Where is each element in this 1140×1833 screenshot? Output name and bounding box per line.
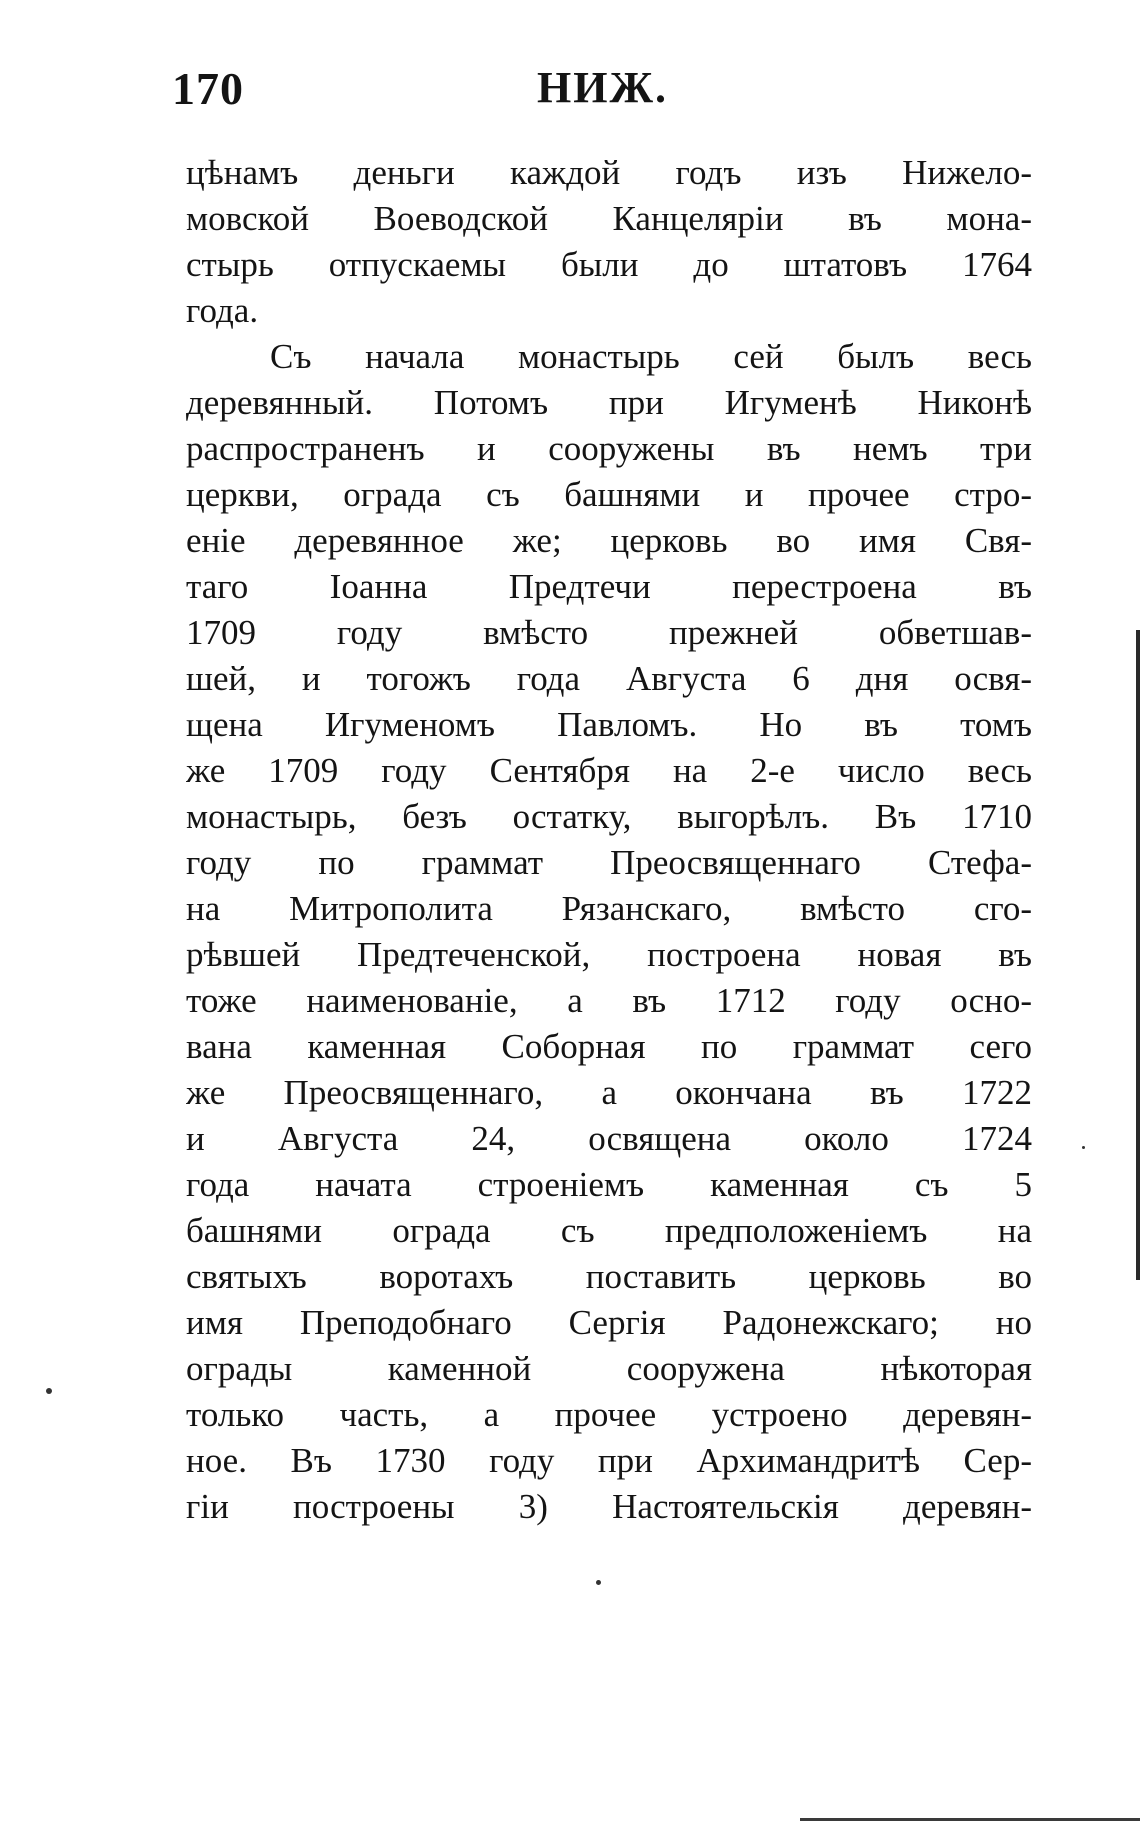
page-bottom-edge [800, 1818, 1140, 1821]
text-line: тоже наименованіе, а въ 1712 году осно- [186, 981, 1032, 1020]
text-line: и Августа 24, освящена около 1724 [186, 1119, 1032, 1158]
text-line: ное. Въ 1730 году при Архимандритѣ Сер- [186, 1441, 1032, 1480]
text-line: шей, и тогожъ года Августа 6 дня освя- [186, 659, 1032, 698]
text-line: церкви, ограда съ башнями и прочее стро- [186, 475, 1032, 514]
text-line: вана каменная Соборная по граммат сего [186, 1027, 1032, 1066]
text-line: еніе деревянное же; церковь во имя Свя- [186, 521, 1032, 560]
text-line: только часть, а прочее устроено деревян- [186, 1395, 1032, 1434]
text-line: монастырь, безъ остатку, выгорѣлъ. Въ 1710 [186, 797, 1032, 836]
text-line: щена Игуменомъ Павломъ. Но въ томъ [186, 705, 1032, 744]
text-line: цѣнамъ деньги каждой годъ изъ Нижело- [186, 153, 1032, 192]
body-text [186, 150, 1032, 1530]
text-line: стырь отпускаемы были до штатовъ 1764 [186, 245, 1032, 284]
page-header [172, 62, 1032, 122]
text-line: распространенъ и сооружены въ немъ три [186, 429, 1032, 468]
text-line: же Преосвященнаго, а окончана въ 1722 [186, 1073, 1032, 1112]
paragraph-start-line: Съ начала монастырь сей былъ весь [270, 337, 1032, 376]
text-line: ограды каменной сооружена нѣкоторая [186, 1349, 1032, 1388]
text-line: году по граммат Преосвященнаго Стефа- [186, 843, 1032, 882]
text-line: имя Преподобнаго Сергія Радонежскаго; но [186, 1303, 1032, 1342]
text-line: рѣвшей Предтеченской, построена новая въ [186, 935, 1032, 974]
text-line: таго Іоанна Предтечи перестроена въ [186, 567, 1032, 606]
text-line: гіи построены 3) Настоятельскія деревян- [186, 1487, 1032, 1526]
text-line: мовской Воеводской Канцеляріи въ мона- [186, 199, 1032, 238]
ink-speck [46, 1388, 52, 1394]
text-line: на Митрополита Рязанскаго, вмѣсто сго- [186, 889, 1032, 928]
text-line: 1709 году вмѣсто прежней обветшав- [186, 613, 1032, 652]
page-edge-shadow [1136, 630, 1140, 1280]
ink-speck [1082, 1146, 1085, 1149]
text-line: года. [186, 291, 259, 330]
text-line: деревянный. Потомъ при Игуменѣ Никонѣ [186, 383, 1032, 422]
text-line: года начата строеніемъ каменная съ 5 [186, 1165, 1032, 1204]
text-line: же 1709 году Сентября на 2-е число весь [186, 751, 1032, 790]
page-number: 170 [172, 63, 244, 114]
text-line: святыхъ воротахъ поставить церковь во [186, 1257, 1032, 1296]
ink-speck [596, 1580, 601, 1585]
running-head: НИЖ. [537, 63, 668, 112]
text-line: башнями ограда съ предположеніемъ на [186, 1211, 1032, 1250]
